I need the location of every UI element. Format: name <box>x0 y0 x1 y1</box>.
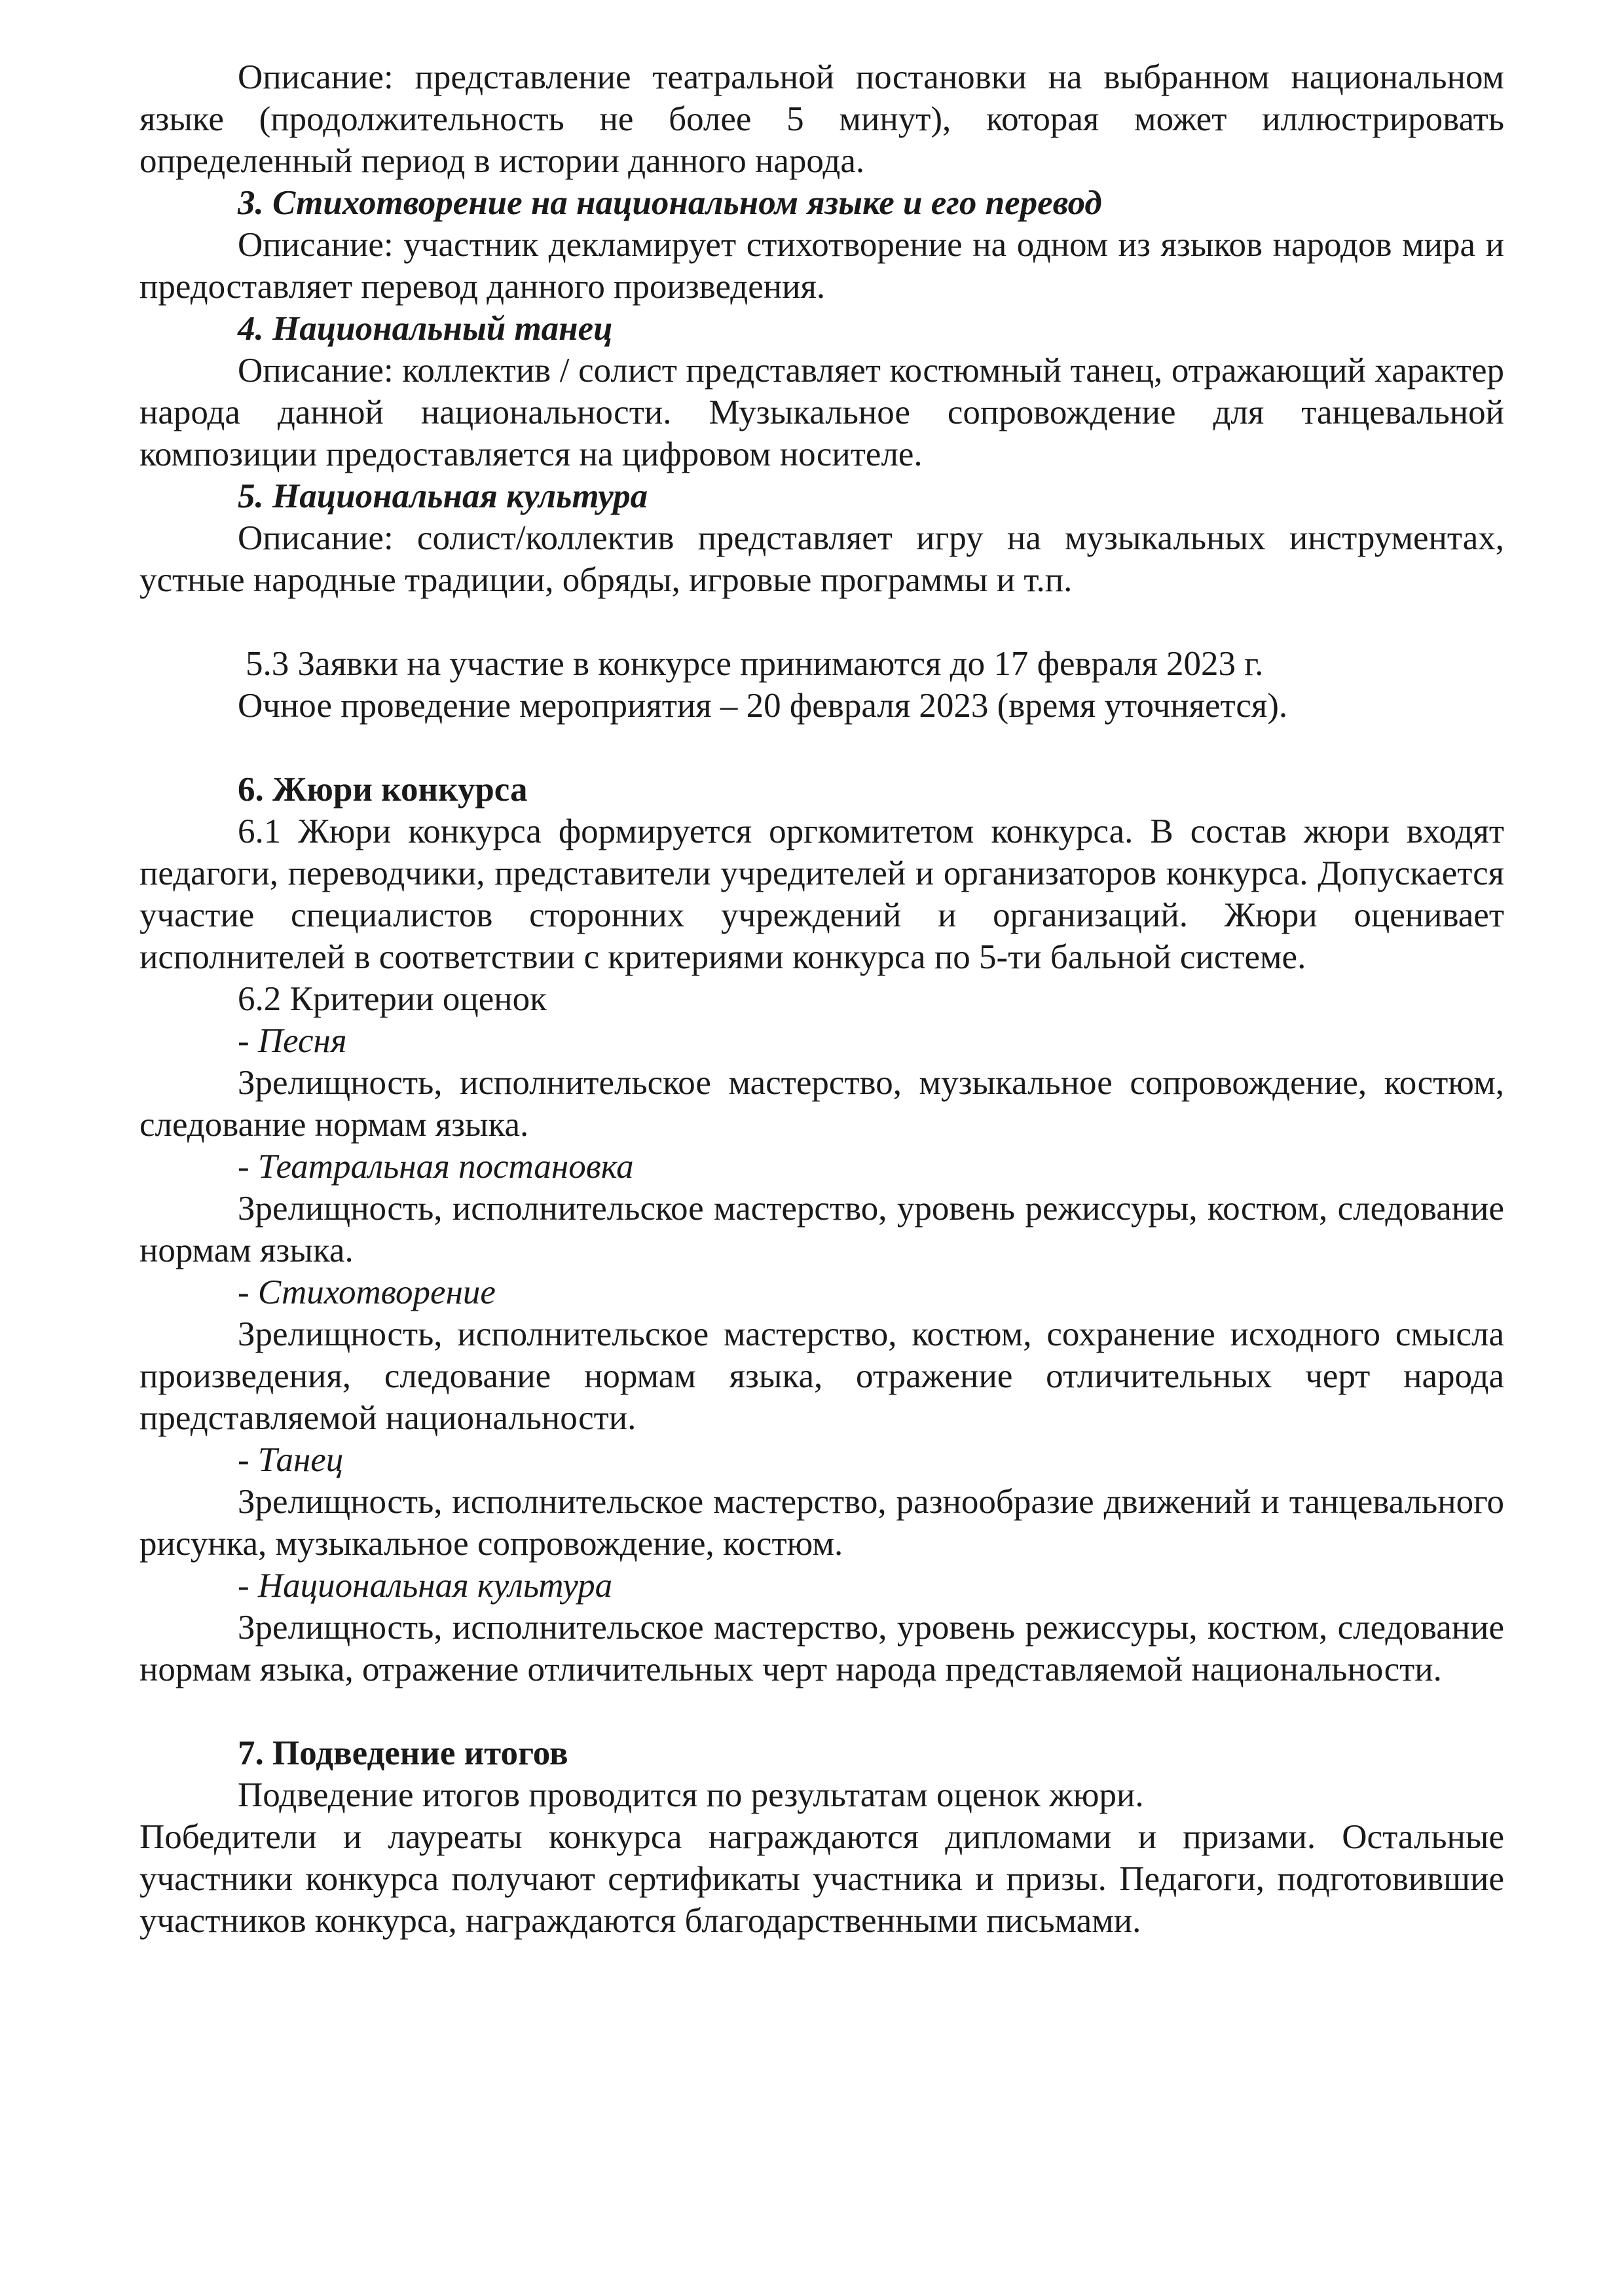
jury-heading: 6. Жюри конкурса <box>238 771 528 809</box>
criteria-dance-text: Зрелищность, исполнительское мастерство, разнообразие движений и танцевального рисунка, музыкальное сопровождение, костюм. <box>139 1483 1504 1563</box>
criteria-culture-label: - Национальная культура <box>238 1567 613 1605</box>
criteria-theatre-label: - Театральная постановка <box>238 1148 634 1186</box>
section-culture-heading: 5. Национальная культура <box>238 477 648 515</box>
section-poem-heading: 3. Стихотворение на национальном языке и его перевод <box>238 184 1102 222</box>
criteria-heading: 6.2 Критерии оценок <box>238 980 547 1018</box>
results-basis: Подведение итогов проводится по результатам оценок жюри. <box>238 1776 1144 1814</box>
results-heading: 7. Подведение итогов <box>238 1734 568 1772</box>
culture-description: Описание: солист/коллектив представляет игру на музыкальных инструментах, устные народные традиции, обряды, игровые программы и т.п. <box>139 519 1504 599</box>
criteria-song-label: - Песня <box>238 1022 347 1060</box>
dance-description: Описание: коллектив / солист представляет костюмный танец, отражающий характер народа данной национальности. Музыкальное сопровождение для танцевальной композиции предоставляется на цифровом носителе. <box>139 352 1504 473</box>
theatre-description: Описание: представление театральной постановки на выбранном национальном языке (продолжительность не более 5 минут), которая может иллюстрировать определенный период в истории данного народа. <box>139 58 1504 180</box>
document-page <box>139 56 1504 1942</box>
section-dance-heading: 4. Национальный танец <box>238 310 613 348</box>
criteria-culture-text: Зрелищность, исполнительское мастерство, уровень режиссуры, костюм, следование нормам языка, отражение отличительных черт народа представляемой национальности. <box>139 1609 1504 1688</box>
criteria-poem-text: Зрелищность, исполнительское мастерство, костюм, сохранение исходного смысла произведения, следование нормам языка, отражение отличительных черт народа представляемой национальности. <box>139 1315 1504 1437</box>
poem-description: Описание: участник декламирует стихотворение на одном из языков народов мира и предоставляет перевод данного произведения. <box>139 226 1504 306</box>
criteria-theatre-text: Зрелищность, исполнительское мастерство, уровень режиссуры, костюм, следование нормам языка. <box>139 1190 1504 1269</box>
criteria-song-text: Зрелищность, исполнительское мастерство, музыкальное сопровождение, костюм, следование нормам языка. <box>139 1064 1504 1144</box>
criteria-dance-label: - Танец <box>238 1441 344 1479</box>
applications-deadline: 5.3 Заявки на участие в конкурсе принимаются до 17 февраля 2023 г. <box>246 645 1264 683</box>
results-awards: Победители и лауреаты конкурса награждаются дипломами и призами. Остальные участники конкурса получают сертификаты участника и призы. Педагоги, подготовившие участников конкурса, награждаются благодарственными письмами. <box>139 1818 1504 1940</box>
event-date: Очное проведение мероприятия – 20 февраля 2023 (время уточняется). <box>238 687 1288 725</box>
jury-formation: 6.1 Жюри конкурса формируется оргкомитетом конкурса. В состав жюри входят педагоги, переводчики, представители учредителей и организаторов конкурса. Допускается участие специалистов сторонних учреждений и организаций. Жюри оценивает исполнителей в соответствии с критериями конкурса по 5-ти бальной системе. <box>139 812 1504 976</box>
criteria-poem-label: - Стихотворение <box>238 1273 496 1311</box>
